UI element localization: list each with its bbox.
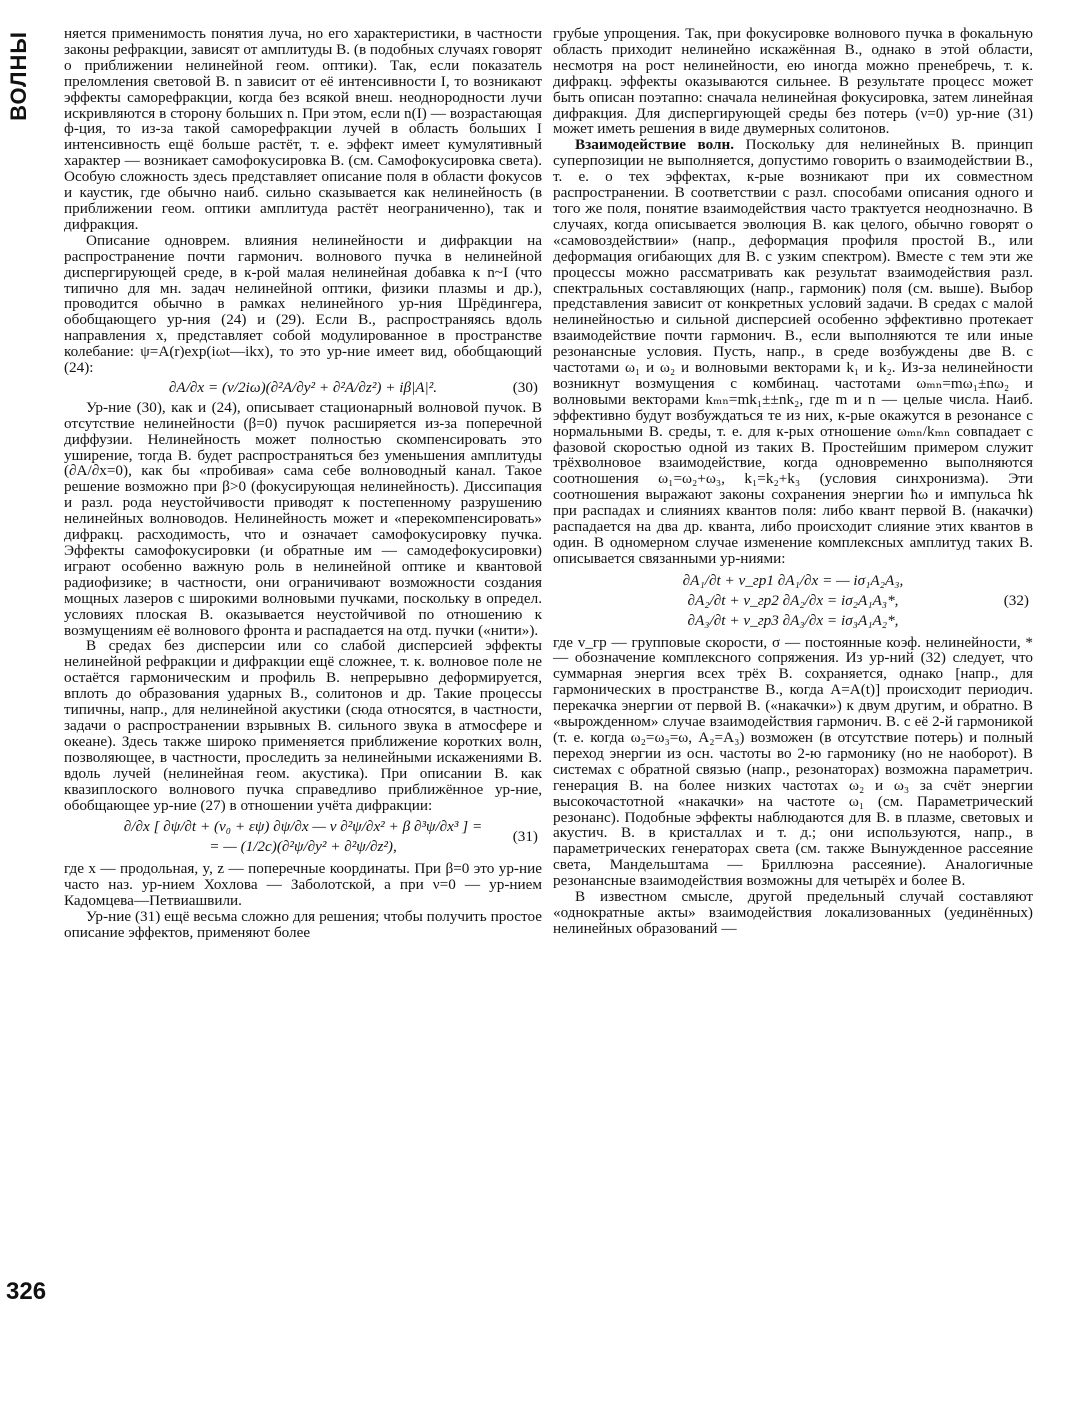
right-column [553,26,1033,937]
paragraph: Ур-ние (30), как и (24), описывает стационарный волновой пучок. В отсутствие нелинейности (β=0) пучок расширяется из-за поперечной диффузии. Нелинейность может полностью скомпенсировать это уширение, тогда В. будет распространяться без уменьшения амплитуды (∂A/∂x=0), как бы «пробивая» сама себе волноводный канал. Такое решение возможно при β>0 (фокусирующая нелинейность). Диссипация и разл. рода неустойчивости приводят к постепенному разрушению нелинейных волноводов. Нелинейность может и «перекомпенсировать» дифракц. расходимость, что и означает самофокусировку пучка. Эффекты самофокусировки (и обратные им — самодефокусировки) играют особенно важную роль в нелинейной оптике и квантовой радиофизике; в частности, они ограничивают возможности создания мощных лазеров с широкими волновыми пучками, поскольку в определ. условиях плоская В. оказывается неустойчивой по отношению к возмущениям её волнового фронта и распадается на отд. пучки («нити»). [64,398,542,639]
equation-line: ∂A₃/∂t + v_гр3 ∂A₃/∂x = iσ₃A₁A₂*, [687,611,899,629]
equation-line: ∂/∂x [ ∂ψ/∂t + (v₀ + εψ) ∂ψ/∂x — ν ∂²ψ/∂x² + β ∂³ψ/∂x³ ] = [123,818,483,836]
equation-body: ∂A/∂x = (v/2iω)(∂²A/∂y² + ∂²A/∂z²) + iβ|A|². [168,378,438,396]
equation-32 [553,567,1033,635]
equation-line: = — (1/2c)(∂²ψ/∂y² + ∂²ψ/∂z²), [209,838,397,856]
equation-31 [64,813,542,861]
paragraph: грубые упрощения. Так, при фокусировке волнового пучка в фокальную область приходит нелинейно искажённая В., однако в этой области, несмотря на рост нелинейности, ею иногда можно пренебречь, т. к. дифракц. эффекты оказываются сильнее. В результате процесс может быть описан поэтапно: сначала нелинейная фокусировка, затем линейная дифракция. Для диспергирующей среды без потерь (ν=0) ур-ние (31) может иметь решения в виде двумерных солитонов. [553,25,1033,138]
paragraph [553,137,1033,566]
page-number: 326 [6,1278,47,1305]
equation-line: ∂A₂/∂t + v_гр2 ∂A₂/∂x = iσ₂A₁A₃*, [687,591,899,609]
equation-number: (31) [512,828,538,846]
paragraph: где x — продольная, y, z — поперечные координаты. При β=0 это ур-ние часто наз. ур-нием Хохлова — Заболотской, а при ν=0 — ур-нием Кадомцева—Петвиашвили. [64,860,542,910]
section-heading: Взаимодействие волн. [575,136,735,154]
section-tab [4,31,34,121]
equation-number: (30) [512,378,538,396]
paragraph: В известном смысле, другой предельный случай составляют «однократные акты» взаимодействия локализованных (уединённых) нелинейных образований — [553,888,1033,937]
paragraph: где v_гр — групповые скорости, σ — постоянные коэф. нелинейности, * — обозначение комплексного сопряжения. Из ур-ний (32) следует, что суммарная энергия всех трёх В. сохраняется, однако [напр., для гармонических в пространстве В., когда A=A(t)] происходит периодич. перекачка энергии от первой В. («накачки») к двум другим, и обратно. В «вырожденном» случае взаимодействия гармонич. В. с её 2-й гармоникой (т. е. когда ω₂=ω₃=ω, A₂=A₃) возможен (в отсутствие потерь) и полный переход энергии из осн. частоты во 2-ю гармонику (но не наоборот). В системах с обратной связью (напр., резонаторах) возможна параметрич. генерация В. на более низких частотах ω₂ и ω₃ за счёт энергии высокочастотной «накачки» на частоте ω₁ (см. Параметрический резонанс). Подобные эффекты наблюдаются для В. в плазме, световых и акустич. В. в кристаллах и т. д.; они используются, напр., в параметрических генераторах света (см. также Вынужденное рассеяние света, Мандельштама — Бриллюэна рассеяние). Аналогичные резонансные взаимодействия возможны для четырёх и более В. [553,633,1033,890]
paragraph: няется применимость понятия луча, но его характеристики, в частности законы рефракции, зависят от амплитуды В. (в подобных случаях говорят о приближении нелинейной геом. оптики). Так, если показатель преломления световой В. n зависит от её интенсивности I, то возникают эффекты саморефракции, когда без всякой внеш. неоднородности лучи искривляются в сторону больших n. При этом, если n(I) — возрастающая ф-ция, то из-за такой саморефракции лучей в область больших I интенсивность ещё больше растёт, т. е. эффект имеет кумулятивный характер — возникает самофокусировка В. (см. Самофокусировка света). Особую сложность здесь представляет описание поля в области фокусов и каустик, где обычно наиб. сильно сказывается как нелинейность (в приближении геом. оптики амплитуда растёт неограниченно), так и дифракция. [64,25,542,233]
equation-number: (32) [1003,591,1029,609]
paragraph: Описание одноврем. влияния нелинейности и дифракции на распространение почти гармонич. волнового пучка в нелинейной диспергирующей среде, в к-рой малая нелинейная добавка к n~I (что типично для мн. задач нелинейной оптики, физики плазмы и др.), проводится обычно в рамках нелинейного ур-ния Шрёдингера, обобщающего ур-ния (24) и (29). Если В., распространяясь вдоль направления x, представляет собой модулированное в пространстве колебание: ψ=A(r)exp(iωt—ikx), то это ур-ние имеет вид, обобщающий (24): [64,231,542,377]
paragraph-text: Поскольку для нелинейных В. принцип суперпозиции не выполняется, допустимо говорить о взаимодействии В., т. е. о тех эффектах, к-рые возникают при их совместном распространении. В соответствии с разл. способами описания одного и того же поля, понятие взаимодействия часто трактуется неоднозначно. В случаях, когда описывается эволюция В. как целого, обычно говорят о «самовоздействии» (напр., деформация профиля простой В., или деформация огибающих для В. с узким спектром). Вместе с тем эти же процессы можно рассматривать как результат взаимодействия разл. спектральных составляющих (напр., гармоник) поля (см. выше). Выбор представления зависит от конкретных условий задачи. В средах с малой нелинейностью и сильной дисперсией особенно эффективно протекает взаимодействие почти гармонич. В., если выполняются те или иные резонансные условия. Пусть, напр., в среде возбуждены две В. с частотами ω₁ и ω₂ и волновыми векторами k₁ и k₂. Из-за нелинейности возникнут возмущения с комбинац. частотами ωₘₙ=mω₁±nω₂ и волновыми векторами kₘₙ=mk₁±±nk₂, где m и n — целые числа. Наиб. эффективно будут возбуждаться те из них, к-рые окажутся в резонансе с нормальными В. среды, т. е. для к-рых отношение ωₘₙ/kₘₙ совпадает с фазовой скоростью одной из таких В. Простейшим примером служит трёхволновое взаимодействие, когда одновременно выполняются соотношения ω₁=ω₂+ω₃, k₁=k₂+k₃ (условия синхронизма). Эти соотношения выражают законы сохранения энергии ħω и импульса ħk при распадах и слияниях квантов поля: либо квант первой В. (накачки) распадается на два др. кванта, либо происходит слияние этих квантов в один. В одномерном случае изменение комплексных амплитуд таких В. описывается связанными ур-ниями: [553,136,1033,567]
equation-30 [64,376,542,400]
equation-line: ∂A₁/∂t + v_гр1 ∂A₁/∂x = — iσ₁A₂A₃, [682,571,904,589]
section-tab-label: ВОЛНЫ [6,31,31,121]
left-column [64,26,542,941]
paragraph: В средах без дисперсии или со слабой дисперсией эффекты нелинейной рефракции и дифракции ещё сложнее, т. к. волновое поле не остаётся гармоническим и профиль В. непрерывно деформируется, вплоть до образования ударных В., солитонов и др. Такие процессы типичны, напр., для нелинейной акустики (сюда относятся, в частности, задачи о распространении взрывных В. сильного звука в атмосфере и океане). Здесь также широко применяется приближение коротких волн, позволяющее, в частности, проследить за нелинейными искажениями В. вдоль лучей (нелинейная геом. акустика). При описании В. как квазиплоского волнового пучка справедливо приближённое ур-ние, обобщающее ур-ние (27) в отношении учёта дифракции: [64,637,542,814]
paragraph: Ур-ние (31) ещё весьма сложно для решения; чтобы получить простое описание эффектов, применяют более [64,907,542,941]
